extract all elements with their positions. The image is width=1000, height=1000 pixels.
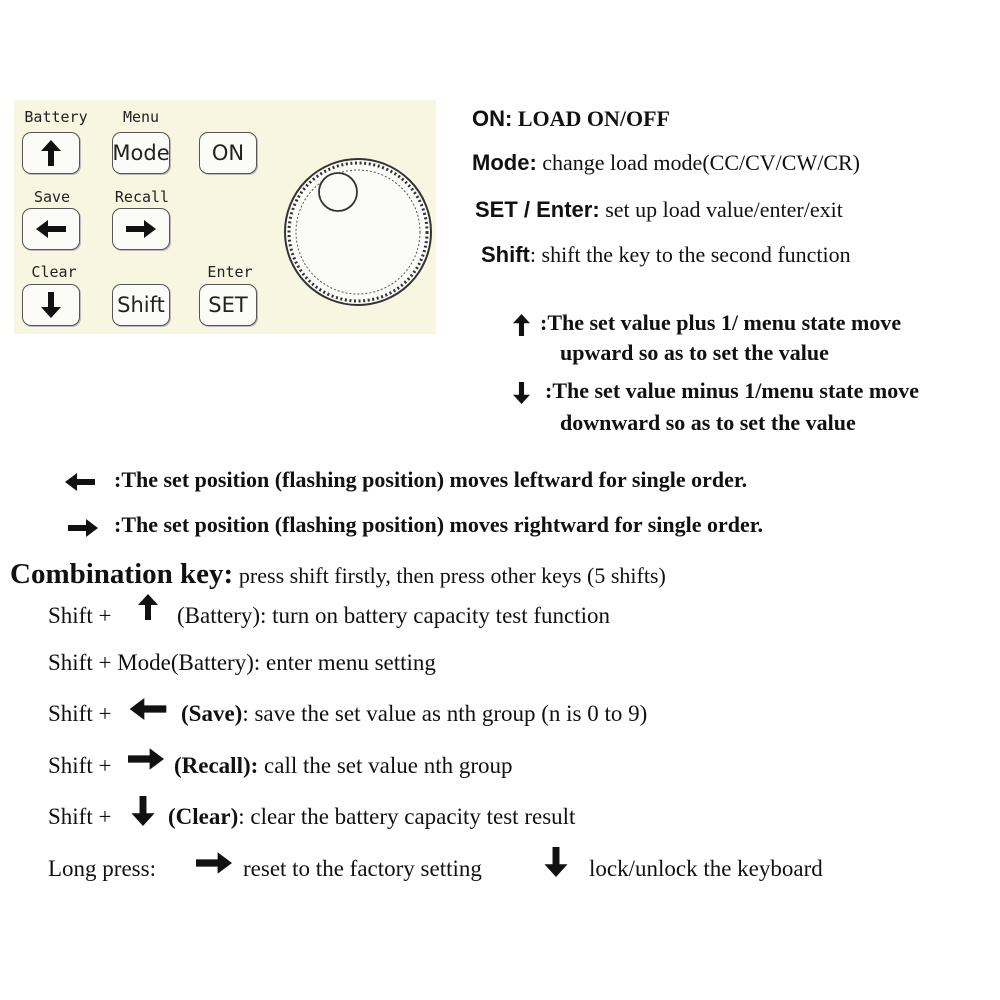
combo-save-label: (Save) [181,701,243,726]
arrow-right-icon [68,519,98,537]
front-panel [14,100,436,334]
rotary-knob-icon [282,156,434,308]
legend-on [472,106,670,132]
down-key[interactable] [22,284,80,326]
arrow-right-icon [126,220,156,238]
combo-recall-label: (Recall): [174,753,259,778]
arrow-down-icon [130,796,156,826]
arrow-right-icon [196,852,232,874]
arrow-left-icon [128,698,168,720]
arrow-up-icon [41,140,61,166]
up-key[interactable] [22,132,80,174]
arrow-down-icon [41,292,61,318]
combo-save-desc [181,701,647,727]
legend-mode-key: Mode: [472,150,537,175]
label-save: Save [33,188,71,206]
combo-clear-text: : clear the battery capacity test result [238,804,576,829]
arrow-down-icon [513,380,530,406]
legend-set-key: SET / Enter: [475,197,600,222]
combo-battery-label: (Battery) [177,603,261,628]
combo-save [48,701,111,727]
long-press-right-text: reset to the factory setting [243,856,482,881]
combo-clear-label: (Clear) [168,804,239,829]
label-menu: Menu [122,108,160,126]
arrow-up-icon [513,312,530,338]
shift-prefix: Shift + [48,804,112,829]
combo-recall [48,753,111,779]
right-key[interactable] [112,208,170,250]
combo-recall-desc [174,753,513,779]
legend-left: :The set position (flashing position) moves leftward for single order. [114,467,748,492]
legend-on-key: ON: [472,106,513,131]
combo-clear-desc [168,804,575,830]
arrow-left-icon [36,220,66,238]
label-battery: Battery [24,108,88,126]
label-clear: Clear [31,263,77,281]
combo-subtitle: press shift firstly, then press other keys (5 shifts) [238,563,666,588]
rotary-knob[interactable] [282,156,434,313]
legend-mode [472,150,860,176]
combo-battery-desc [177,603,610,629]
left-key[interactable] [22,208,80,250]
shift-prefix: Shift + [48,603,112,628]
legend-down-line2: downward so as to set the value [560,410,856,435]
legend-down-line1: :The set value minus 1/menu state move [545,378,919,403]
combo-clear [48,804,111,830]
combo-save-text: : save the set value as nth group (n is 0 to 9) [242,701,648,726]
combo-battery [48,603,111,629]
set-key[interactable]: SET [199,284,257,326]
legend-mode-text: change load mode(CC/CV/CW/CR) [542,150,860,175]
legend-up-line2: upward so as to set the value [560,340,829,365]
legend-on-text: LOAD ON/OFF [517,106,670,131]
legend-shift-text: : shift the key to the second function [529,242,851,267]
arrow-left-icon [65,473,95,491]
arrow-down-icon [543,847,569,877]
label-recall: Recall [114,188,170,206]
legend-up-line1: :The set value plus 1/ menu state move [540,310,902,335]
legend-shift-key: Shift [481,242,530,267]
long-press-down-text: lock/unlock the keyboard [589,856,823,881]
legend-set [475,197,843,223]
long-press-label: Long press: [48,856,156,881]
shift-prefix: Shift + [48,753,112,778]
combo-title: Combination key: [10,558,234,590]
shift-key[interactable]: Shift [112,284,170,326]
shift-prefix: Shift + [48,701,112,726]
combo-heading [10,558,666,591]
combo-battery-text: : turn on battery capacity test function [260,603,611,628]
label-enter: Enter [207,263,253,281]
legend-shift [481,242,851,268]
legend-set-text: set up load value/enter/exit [605,197,843,222]
legend-right: :The set position (flashing position) moves rightward for single order. [114,512,764,537]
combo-mode: Shift + Mode(Battery): enter menu setting [48,650,436,675]
mode-key[interactable]: Mode [112,132,170,174]
arrow-up-icon [138,592,158,622]
on-key[interactable]: ON [199,132,257,174]
arrow-right-icon [128,748,164,770]
combo-recall-text: call the set value nth group [264,753,513,778]
